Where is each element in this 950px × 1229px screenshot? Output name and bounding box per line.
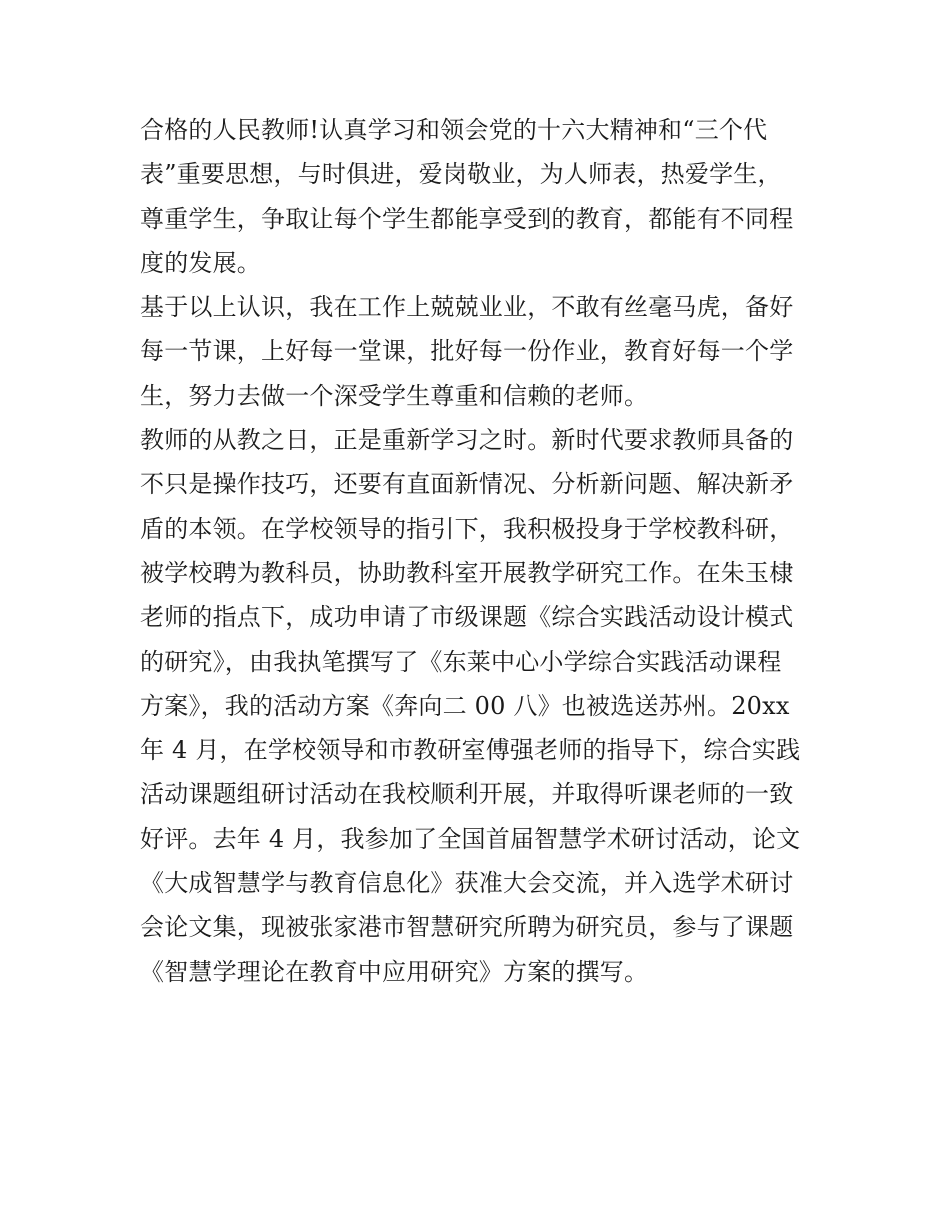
text-line: 尊重学生，争取让每个学生都能享受到的教育，都能有不同程 — [140, 204, 794, 233]
text-line: 盾的本领。在学校领导的指引下，我积极投身于学校教科研， — [140, 514, 794, 543]
text-line: 生，努力去做一个深受学生尊重和信赖的老师。 — [140, 381, 649, 410]
document-body — [140, 108, 820, 994]
text-line: 年 4 月，在学校领导和市教研室傅强老师的指导下，综合实践 — [140, 736, 801, 765]
text-line: 《智慧学理论在教育中应用研究》方案的撰写。 — [140, 957, 649, 986]
text-line: 《大成智慧学与教育信息化》获准大会交流，并入选学术研讨 — [140, 869, 794, 898]
text-line: 活动课题组研讨活动在我校顺利开展，并取得听课老师的一致 — [140, 780, 794, 809]
text-line: 不只是操作技巧，还要有直面新情况、分析新问题、解决新矛 — [140, 470, 794, 499]
text-line: 的研究》，由我执笔撰写了《东莱中心小学综合实践活动课程 — [140, 647, 782, 676]
text-line: 基于以上认识，我在工作上兢兢业业，不敢有丝毫马虎，备好 — [140, 293, 794, 322]
text-line: 表”重要思想，与时俱进，爱岗敬业，为人师表，热爱学生， — [140, 160, 782, 189]
text-line: 每一节课，上好每一堂课，批好每一份作业，教育好每一个学 — [140, 337, 794, 366]
text-line: 教师的从教之日，正是重新学习之时。新时代要求教师具备的 — [140, 426, 794, 455]
text-line: 老师的指点下，成功申请了市级课题《综合实践活动设计模式 — [140, 603, 794, 632]
text-line: 方案》，我的活动方案《奔向二 00 八》也被选送苏州。20xx — [140, 691, 790, 720]
text-line: 度的发展。 — [140, 248, 261, 277]
text-line: 被学校聘为教科员，协助教科室开展教学研究工作。在朱玉棣 — [140, 558, 794, 587]
text-line: 好评。去年 4 月，我参加了全国首届智慧学术研讨活动，论文 — [140, 824, 801, 853]
text-line: 会论文集，现被张家港市智慧研究所聘为研究员，参与了课题 — [140, 913, 794, 942]
text-line: 合格的人民教师!认真学习和领会党的十六大精神和“三个代 — [140, 116, 768, 144]
